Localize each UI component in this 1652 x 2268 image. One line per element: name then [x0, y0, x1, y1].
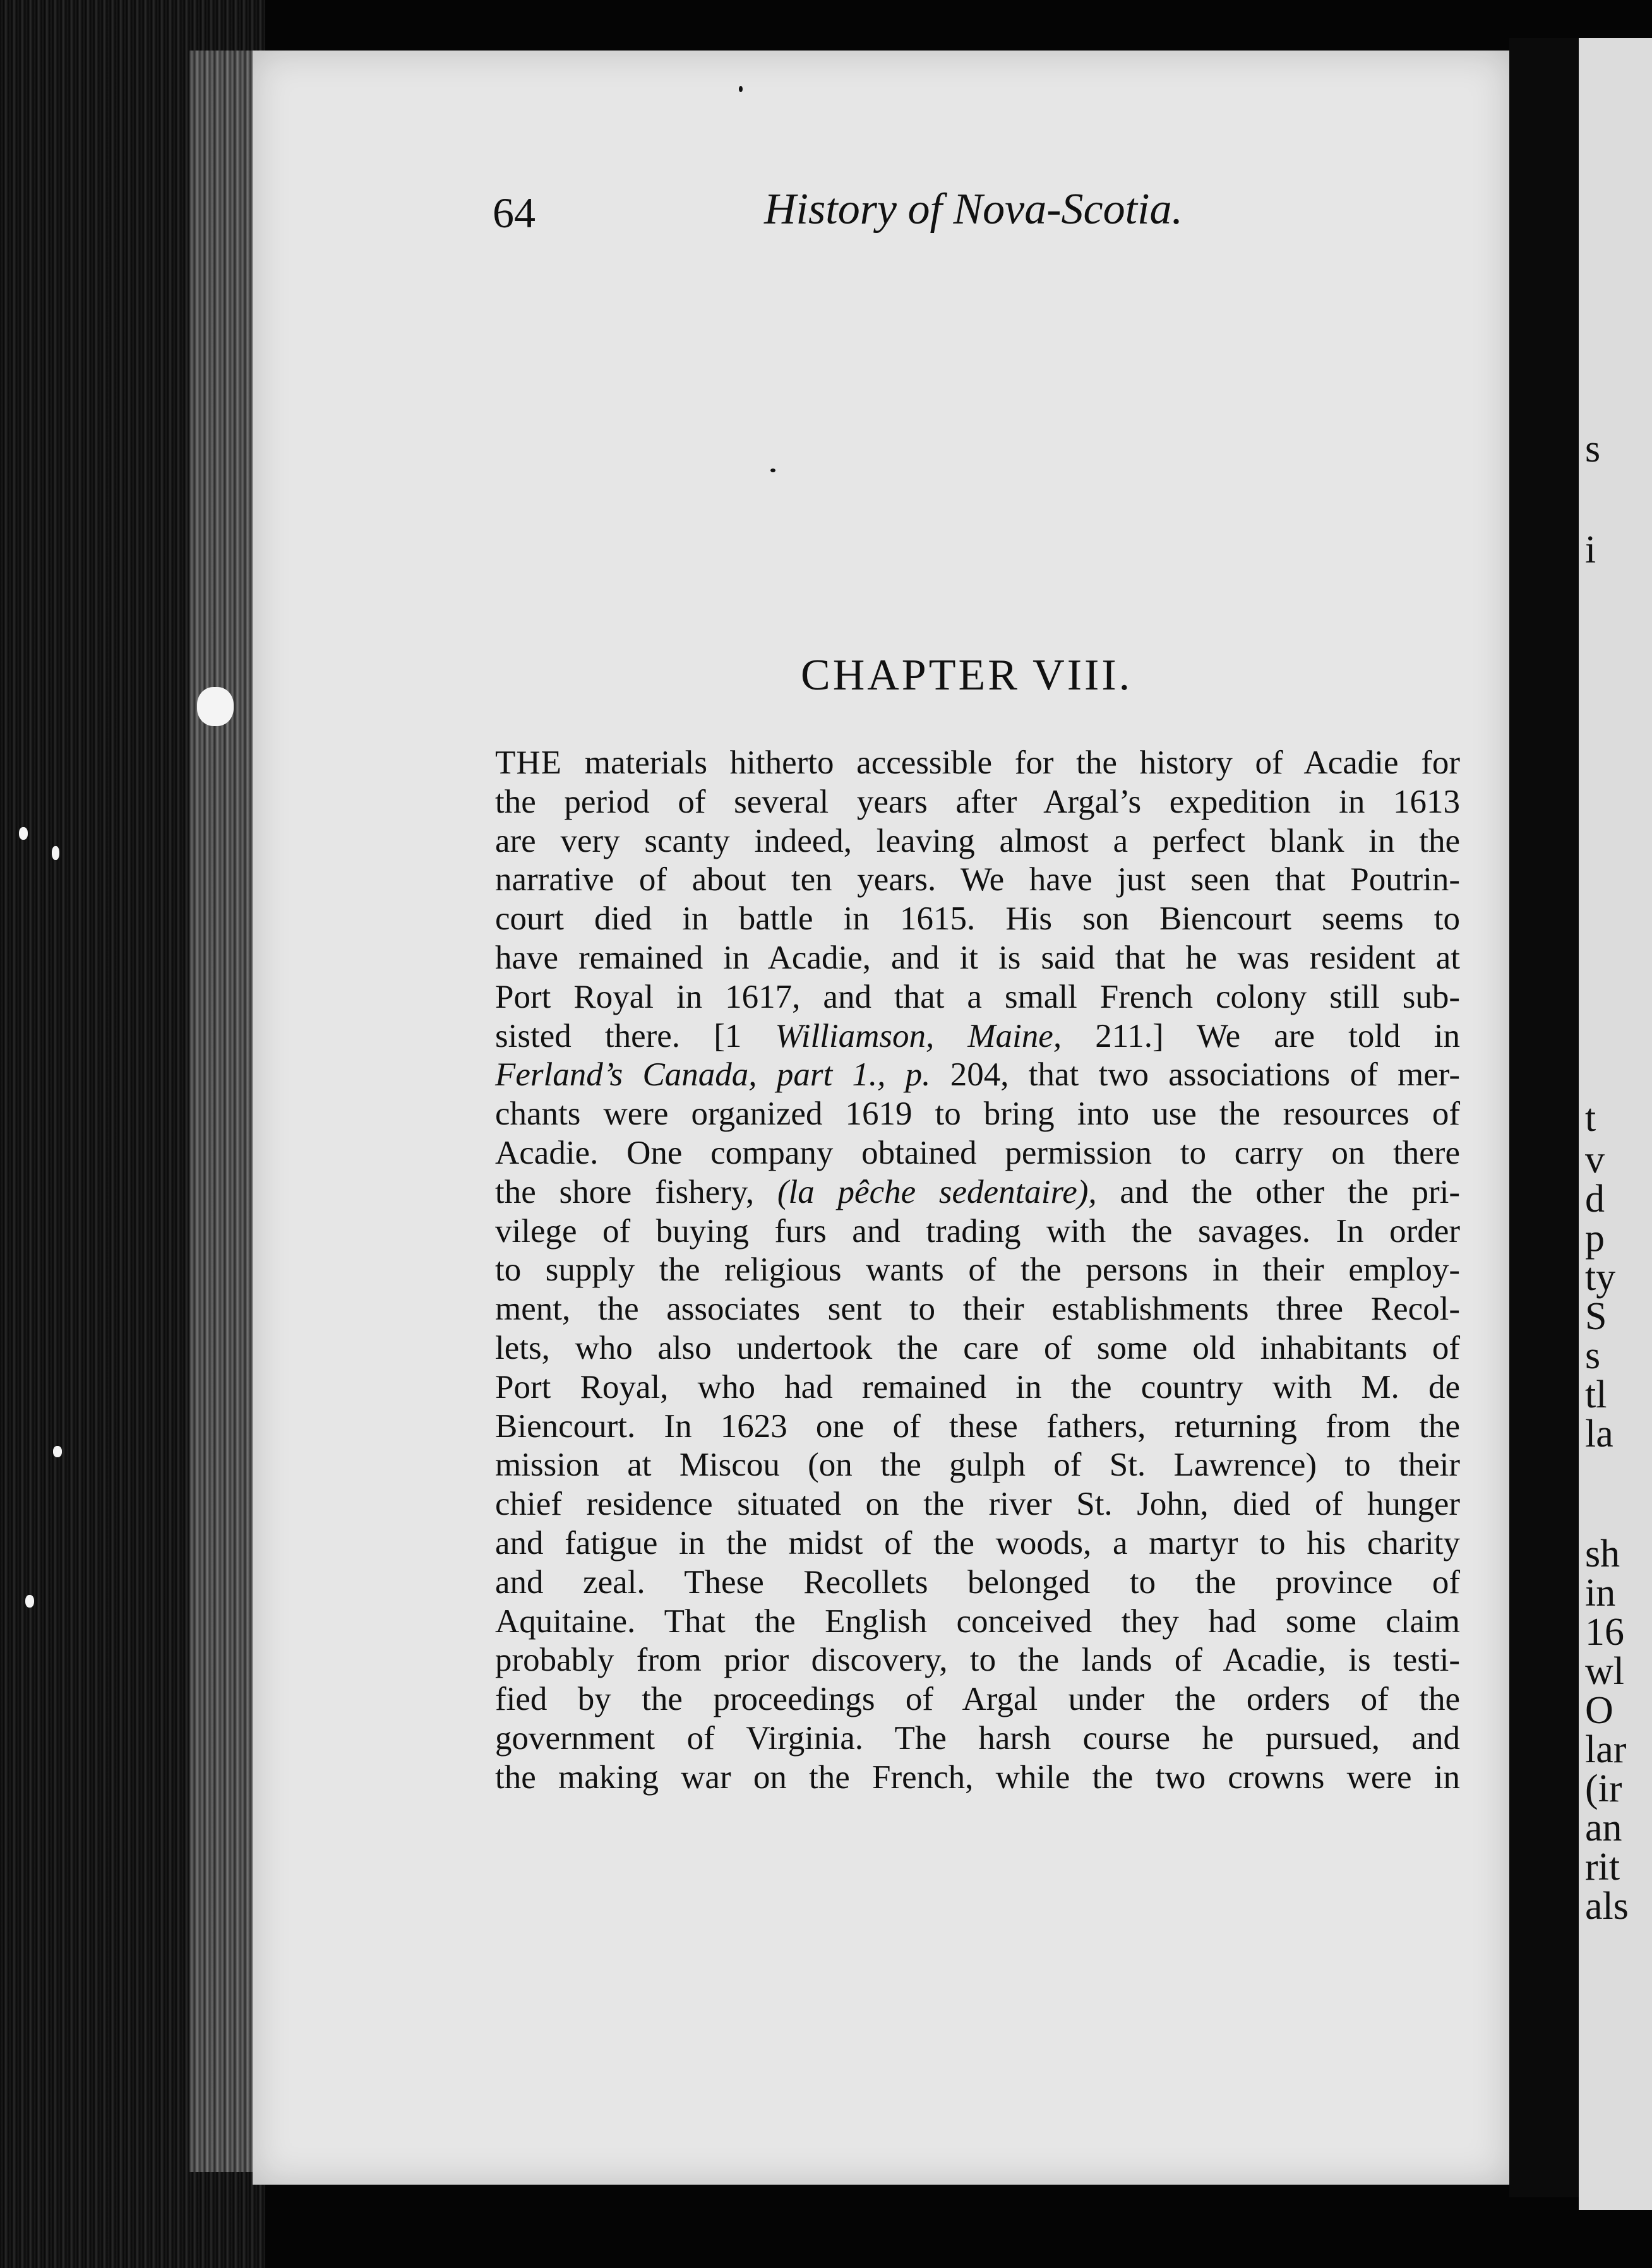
next-page-text: s	[1585, 427, 1601, 470]
next-page-text: tl	[1585, 1373, 1607, 1416]
next-page-text: s	[1585, 1334, 1601, 1377]
paper-blotch	[19, 827, 28, 840]
text-line: Acadie. One company obtained permission to carry on there	[495, 1134, 1460, 1171]
french-phrase: (la pêche sedentaire),	[777, 1173, 1097, 1210]
next-page-text: in	[1585, 1572, 1616, 1614]
text-line: to supply the religious wants of the persons in their employ-	[495, 1251, 1460, 1289]
body-text	[495, 744, 1460, 1798]
text-line: ment, the associates sent to their establishments three Recol-	[495, 1291, 1460, 1328]
next-page-text: ty	[1585, 1256, 1616, 1299]
text-line: the period of several years after Argal’s expedition in 1613	[495, 783, 1460, 820]
next-page-text: als	[1585, 1885, 1629, 1928]
ink-speck	[739, 86, 743, 92]
drop-word: THE	[495, 744, 563, 781]
text-line: are very scanty indeed, leaving almost a perfect blank in the	[495, 822, 1460, 859]
text-line: and zeal. These Recollets belonged to the province of	[495, 1563, 1460, 1601]
text-line: Port Royal in 1617, and that a small French colony still sub-	[495, 978, 1460, 1015]
text-line: chants were organized 1619 to bring into use the resources of	[495, 1095, 1460, 1133]
page-gutter-right	[1509, 38, 1579, 2197]
text-line: Port Royal, who had remained in the country with M. de	[495, 1368, 1460, 1406]
text-line: lets, who also undertook the care of some old inhabitants of	[495, 1329, 1460, 1366]
next-page-text: wl	[1585, 1650, 1624, 1693]
paper-blotch	[197, 687, 234, 726]
text-line: mission at Miscou (on the gulph of St. Lawrence) to their	[495, 1447, 1460, 1484]
citation: Ferland’s Canada, part 1., p.	[495, 1056, 931, 1094]
next-page-text: d	[1585, 1178, 1605, 1221]
chapter-title: CHAPTER VIII.	[801, 651, 1133, 700]
next-page-text: t	[1585, 1097, 1596, 1140]
text-line: Biencourt. In 1623 one of these fathers, returning from the	[495, 1407, 1460, 1445]
paper-blotch	[25, 1595, 34, 1608]
page-number: 64	[493, 189, 536, 237]
text-line: sisted there. [1 Williamson, Maine, 211.] We are told in	[495, 1017, 1460, 1054]
text-line: probably from prior discovery, to the lands of Acadie, is testi-	[495, 1642, 1460, 1679]
next-page-text: v	[1585, 1138, 1605, 1181]
text-line: vilege of buying furs and trading with the savages. In order	[495, 1212, 1460, 1250]
paper-blotch	[53, 1446, 62, 1457]
paper-blotch	[52, 846, 59, 860]
text-line: government of Virginia. The harsh course he pursued, and	[495, 1719, 1460, 1757]
text-line: Aquitaine. That the English conceived they had some claim	[495, 1603, 1460, 1640]
ink-speck	[770, 469, 775, 472]
text-line: fied by the proceedings of Argal under the orders of the	[495, 1681, 1460, 1718]
text-line: narrative of about ten years. We have just seen that Poutrin-	[495, 861, 1460, 898]
text-line: Ferland’s Canada, part 1., p. 204, that two associations of mer-	[495, 1056, 1460, 1094]
next-page-text: p	[1585, 1217, 1605, 1260]
next-page-text: la	[1585, 1412, 1613, 1455]
next-page-text: O	[1585, 1689, 1613, 1732]
next-page-text: sh	[1585, 1532, 1620, 1575]
next-page-text: 16	[1585, 1611, 1624, 1654]
next-page-text: rit	[1585, 1846, 1620, 1889]
next-page-text: an	[1585, 1806, 1622, 1849]
citation: Williamson, Maine,	[775, 1017, 1062, 1054]
running-head: History of Nova-Scotia.	[764, 185, 1183, 234]
text-line: have remained in Acadie, and it is said that he was resident at	[495, 939, 1460, 976]
adjacent-page-fragment	[1579, 38, 1652, 2210]
next-page-text: i	[1585, 528, 1596, 571]
next-page-text: lar	[1585, 1728, 1627, 1771]
text-line: and fatigue in the midst of the woods, a martyr to his charity	[495, 1524, 1460, 1561]
text-line: THE materials hitherto accessible for the history of Acadie for	[495, 744, 1460, 781]
text-line: chief residence situated on the river St. John, died of hunger	[495, 1486, 1460, 1523]
text-line: the shore fishery, (la pêche sedentaire), and the other the pri-	[495, 1173, 1460, 1210]
text-line: court died in battle in 1615. His son Biencourt seems to	[495, 900, 1460, 938]
next-page-text: S	[1585, 1295, 1607, 1338]
text-line: the making war on the French, while the two crowns were in	[495, 1758, 1460, 1796]
next-page-text: (ir	[1585, 1767, 1622, 1810]
